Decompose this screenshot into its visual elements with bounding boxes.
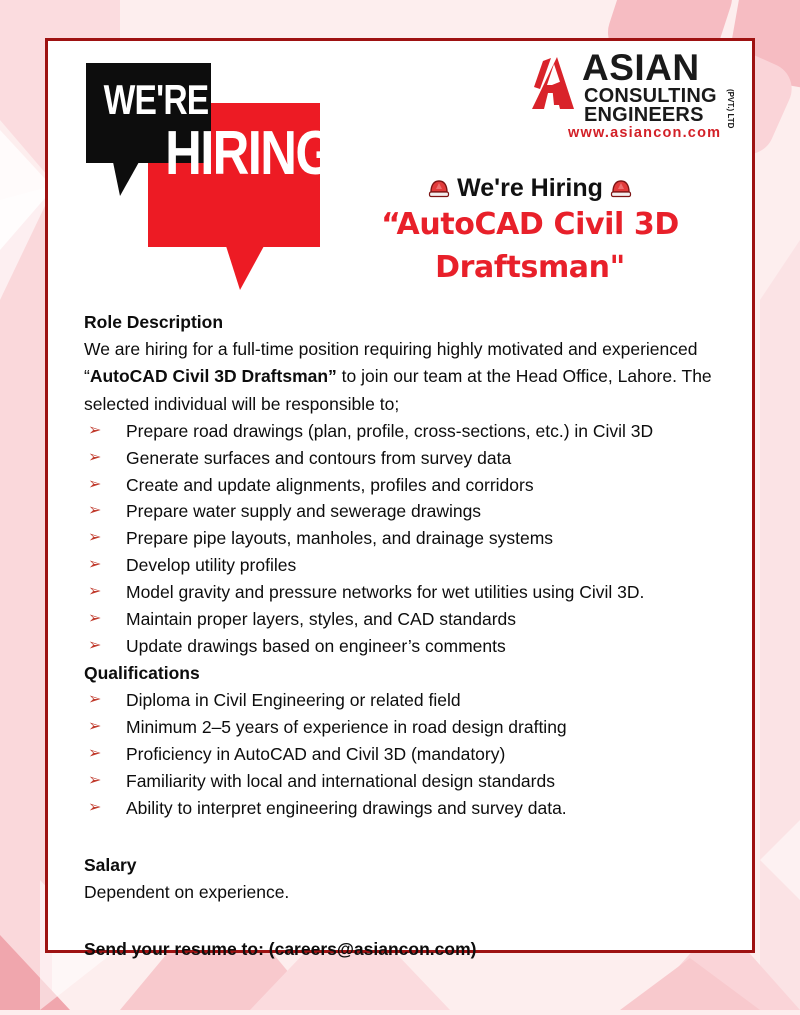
responsibility-item-text: Generate surfaces and contours from survey data (126, 447, 512, 468)
arrow-bullet-icon: ➢ (88, 799, 102, 817)
arrow-bullet-icon: ➢ (88, 556, 102, 574)
arrow-bullet-icon: ➢ (88, 691, 102, 709)
arrow-bullet-icon: ➢ (88, 745, 102, 763)
arrow-bullet-icon: ➢ (88, 421, 102, 439)
qualification-item (84, 714, 734, 741)
responsibility-item (84, 445, 734, 472)
logo-engineers-text: ENGINEERS (584, 104, 704, 126)
qualifications-heading: Qualifications (84, 663, 200, 684)
responsibility-item-text: Model gravity and pressure networks for wet utilities using Civil 3D. (126, 582, 645, 603)
arrow-bullet-icon: ➢ (88, 772, 102, 790)
qualification-item (84, 687, 734, 714)
were-black-bubble-tail (113, 162, 139, 196)
job-title-text-2: Draftsman (435, 249, 610, 285)
qualification-item-text: Diploma in Civil Engineering or related field (126, 690, 461, 711)
responsibility-item-text: Prepare pipe layouts, manholes, and drainage systems (126, 528, 554, 549)
job-title-line-2 (330, 247, 730, 290)
responsibility-item (84, 552, 734, 579)
arrow-bullet-icon: ➢ (88, 475, 102, 493)
logo-consulting-text: CONSULTING (584, 85, 717, 107)
responsibility-item-text: Prepare water supply and sewerage drawings (126, 501, 482, 522)
responsibility-item (84, 579, 734, 606)
role-description-text-after: to join our team at the Head Office, Lahore. The selected individual will be responsible to; (84, 366, 712, 414)
qualification-item (84, 741, 734, 768)
hiring-headline-row (330, 173, 730, 204)
contact-line[interactable]: Send your resume to: (careers@asiancon.com) (84, 939, 477, 960)
arrow-bullet-icon: ➢ (88, 610, 102, 628)
responsibility-item (84, 525, 734, 552)
logo-name: ASIAN (582, 47, 700, 88)
responsibility-item-text: Update drawings based on engineer’s comments (126, 636, 506, 657)
logo-website: www.asiancon.com (568, 125, 722, 141)
arrow-bullet-icon: ➢ (88, 583, 102, 601)
job-title-line-1 (330, 204, 730, 247)
responsibility-item (84, 606, 734, 633)
job-poster-card (45, 38, 755, 960)
responsibility-item-text: Maintain proper layers, styles, and CAD standards (126, 609, 517, 630)
qualification-item-text: Ability to interpret engineering drawings and survey data. (126, 798, 567, 819)
qualification-item (84, 768, 734, 795)
role-description-text-before: We are hiring for a full-time position requiring highly motivated and experienced “ (84, 339, 698, 387)
poster-body (84, 309, 734, 964)
poster-title-block (330, 173, 730, 289)
company-logo (530, 47, 740, 145)
arrow-bullet-icon: ➢ (88, 502, 102, 520)
job-title-close-quote: " (609, 249, 625, 285)
arrow-bullet-icon: ➢ (88, 448, 102, 466)
responsibility-item (84, 418, 734, 445)
responsibility-item (84, 498, 734, 525)
job-title-text-1: AutoCAD Civil 3D (396, 207, 679, 243)
qualification-item (84, 795, 734, 822)
arrow-bullet-icon: ➢ (88, 718, 102, 736)
poster-header (48, 41, 752, 285)
qualification-item-text: Familiarity with local and international design standards (126, 771, 555, 792)
hiring-label: HIRING (165, 119, 334, 188)
were-hiring-graphic (86, 63, 334, 283)
asian-a-monogram-icon (530, 55, 586, 111)
qualifications-list (84, 687, 734, 822)
spacer-before-contact (84, 906, 734, 936)
siren-icon-left (427, 176, 451, 197)
responsibility-item (84, 472, 734, 499)
responsibility-item-text: Develop utility profiles (126, 555, 297, 576)
qualification-item-text: Proficiency in AutoCAD and Civil 3D (mandatory) (126, 744, 506, 765)
logo-pvt-ltd-text: (PVT.) LTD (726, 89, 735, 129)
siren-icon-right (609, 176, 633, 197)
hiring-headline-text: We're Hiring (457, 174, 603, 202)
salary-heading: Salary (84, 855, 137, 875)
arrow-bullet-icon: ➢ (88, 637, 102, 655)
hiring-red-bubble-tail (226, 246, 264, 290)
responsibility-item (84, 633, 734, 660)
arrow-bullet-icon: ➢ (88, 529, 102, 547)
role-description-paragraph (84, 336, 734, 417)
role-description-role-bold: AutoCAD Civil 3D Draftsman” (89, 366, 337, 387)
qualification-item-text: Minimum 2–5 years of experience in road design drafting (126, 717, 567, 738)
salary-text: Dependent on experience. (84, 882, 290, 903)
responsibilities-list (84, 418, 734, 660)
were-label: WE'RE (103, 76, 209, 123)
spacer-before-salary (84, 822, 734, 852)
job-title-open-quote: “ (381, 207, 397, 243)
role-description-heading: Role Description (84, 312, 224, 332)
responsibility-item-text: Create and update alignments, profiles and corridors (126, 474, 534, 495)
responsibility-item-text: Prepare road drawings (plan, profile, cross-sections, etc.) in Civil 3D (126, 420, 654, 441)
